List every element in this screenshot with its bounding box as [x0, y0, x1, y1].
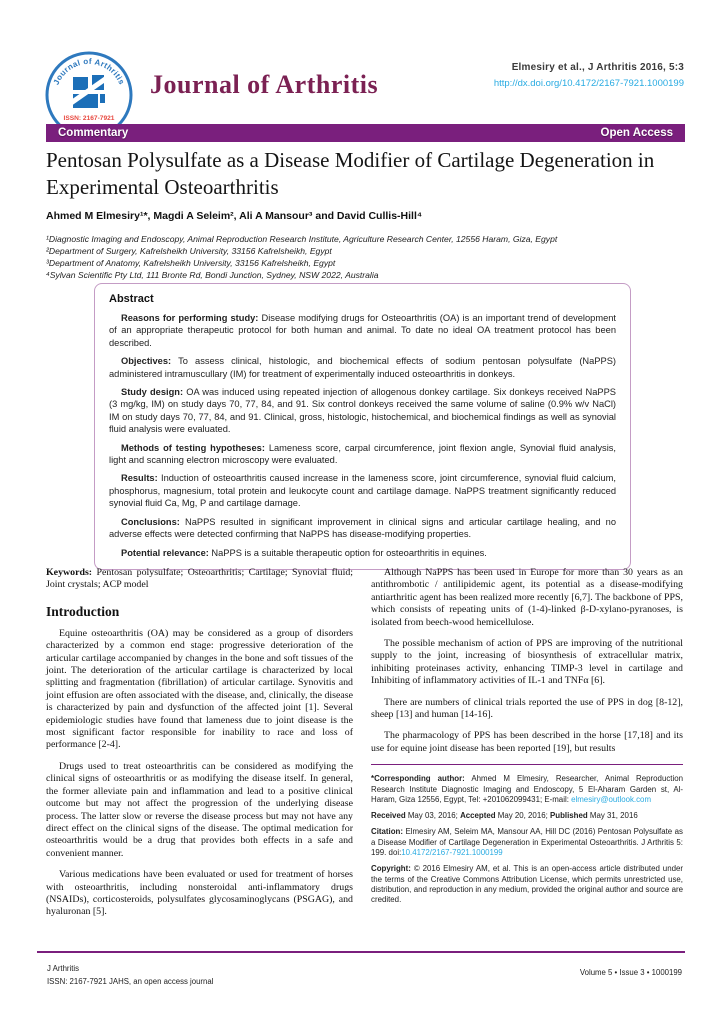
header-doi-link[interactable]: http://dx.doi.org/10.4172/2167-7921.1000199 [493, 78, 684, 89]
footer-divider [37, 951, 685, 953]
intro-paragraph-1: Equine osteoarthritis (OA) may be considered as a group of disorders characterized by a common end stage: progressive deterioration of the articular cartilage accompanied by changes in the bone and soft tissues of the joint. The deterioration of the articular cartilage is characterized by local splitting and fragmentation (fibrillation) of articular cartilage. Synovitis and joint effusion are often associated with the disease, and, clinically, the disease is characterized by pain and dysfunction of the affected joint [1]. Several epidemiologic studies have found that lameness due to joint disease is the most significant factor responsible for inability to race and loss of performance [2-4]. [46, 627, 353, 751]
affiliation-list [46, 233, 557, 281]
keywords-line: Keywords: Pentosan polysulfate; Osteoarthritis; Cartilage; Synovial fluid; Joint crystals; ACP model [46, 567, 353, 591]
affiliation-2: ²Department of Surgery, Kafrelsheikh University, 33156 Kafrelsheikh, Egypt [46, 246, 332, 256]
intro-paragraph-4: Although NaPPS has been used in Europe for more than 30 years as an antithrombotic / antilipidemic agent, its potential as a disease-modifying antiarthritic agent has been realized more recently [6,7]. The backbone of PPS, which consists of repeating units of (1-4)-linked β-D-xylano-pyranoses, is isolated from beech-wood hemicellulose. [371, 567, 683, 628]
abstract-section-reasons: Reasons for performing study: Disease modifying drugs for Osteoarthritis (OA) is an important trend of development of an appropriate therapeutic protocol for both human and animal. To date no ideal OA treatment protocol has been described. [109, 313, 617, 348]
intro-paragraph-6: There are numbers of clinical trials reported the use of PPS in dog [8-12], sheep [13] and human [14-16]. [371, 696, 683, 721]
footer-journal-info [47, 962, 213, 988]
logo-ring-text: Journal of Arthritis [51, 56, 127, 87]
intro-paragraph-2: Drugs used to treat osteoarthritis can be considered as modifying the clinical signs of osteoarthritis or as modifying the disease itself. In general, the former alleviate pain and inflammation and lead to a positive clinical outcome but may not affect the progression of the underlying disease process. The latter slow or reverse the disease process but may not have any direct effect on the clinical signs of the disease. The optimal medication for osteoarthritis would be a drug that provides both effects in a safe and convenient manner. [46, 760, 353, 859]
footer-issue-info: Volume 5 • Issue 3 • 1000199 [579, 968, 682, 977]
body-column-left [46, 567, 353, 928]
logo-issn-text: ISSN: 2167-7921 [63, 115, 115, 122]
intro-paragraph-3: Various medications have been evaluated or used for treatment of horses with osteoarthritis, including nonsteroidal anti-inflammatory drugs (NSAIDs), corticosteroids, polysulfates glycosaminoglycans (PSGAG), and hyaluronan [5]. [46, 869, 353, 918]
footnote-divider [371, 764, 683, 765]
dates-note: Received May 03, 2016; Accepted May 20, 2016; Published May 31, 2016 [371, 811, 638, 821]
journal-name: Journal of Arthritis [150, 70, 379, 99]
footer-issn-line: ISSN: 2167-7921 JAHS, an open access journal [47, 977, 214, 986]
footnote-block [371, 774, 683, 905]
author-line: Ahmed M Elmesiry¹*, Magdi A Seleim², Ali A Mansour³ and David Cullis-Hill⁴ [46, 210, 423, 222]
open-access-label: Open Access [600, 127, 673, 139]
affiliation-4: ⁴Sylvan Scientific Pty Ltd, 111 Bronte Rd, Bondi Junction, Sydney, NSW 2022, Australia [46, 270, 379, 280]
body-column-right [371, 567, 683, 912]
abstract-section-relevance: Potential relevance: NaPPS is a suitable therapeutic option for osteoarthritis in equines. [121, 547, 487, 558]
article-title: Pentosan Polysulfate as a Disease Modifier of Cartilage Degeneration in Experimental Osteoarthritis [46, 148, 655, 199]
abstract-section-methods: Methods of testing hypotheses: Lameness score, carpal circumference, joint flexion angle, Synovial fluid analysis, light and scanning electron microscopy were evaluated. [109, 442, 616, 466]
abstract-box [94, 283, 631, 570]
introduction-heading: Introduction [46, 603, 120, 619]
corresponding-author-note: *Corresponding author: Ahmed M Elmesiry, Researcher, Animal Reproduction Research Institute Diagnostic Imaging and Endoscopy, 5 El-Aharam Garden st, Al-Haram, Giza 12556, Egypt, Tel: +201062099431; E-mail: elmesiry@outlook.com [371, 774, 683, 804]
corresponding-email-link[interactable]: elmesiry@outlook.com [571, 794, 652, 804]
article-type-label: Commentary [58, 127, 129, 139]
abstract-heading: Abstract [109, 293, 154, 305]
intro-paragraph-7: The pharmacology of PPS has been described in the horse [17,18] and its use for equine joint disease has been reported [19], but results [371, 730, 683, 754]
citation-note: Citation: Elmesiry AM, Seleim MA, Mansour AA, Hill DC (2016) Pentosan Polysulfate as a Disease Modifier of Cartilage Degeneration in Experimental Osteoarthritis. J Arthritis 5: 199. doi:10.4172/2167-7921.1000199 [371, 827, 683, 858]
abstract-section-objectives: Objectives: To assess clinical, histologic, and biochemical effects of sodium pentosan polysulfate (NaPPS) administered intramuscullary (IM) for treatment of experimentally induced osteoarthritis in donkeys. [109, 356, 616, 379]
affiliation-3: ³Department of Anatomy, Kafrelsheikh University, 33156 Kafrelsheikh, Egypt [46, 258, 336, 268]
header-citation-line: Elmesiry et al., J Arthritis 2016, 5:3 [511, 62, 684, 73]
footer-journal-short: J Arthritis [47, 964, 80, 973]
header-meta [494, 62, 684, 89]
intro-paragraph-5: The possible mechanism of action of PPS are improving of the nutritional supply to the joint, increasing of biosynthesis of extracellular matrix, inhibiting proteinases activity, enhancing TIMP-3 level in cartilage and Inhibiting of inflammatory activities of IL-1 and TNFα [6]. [371, 638, 683, 687]
affiliation-1: ¹Diagnostic Imaging and Endoscopy, Animal Reproduction Research Institute, Agriculture Research Center, 12556 Haram, Giza, Egypt [46, 234, 558, 244]
abstract-section-conclusions: Conclusions: NaPPS resulted in significant improvement in clinical signs and articular cartilage healing, and no adverse effects were detected confirming that NaPPS has disease-modifying properties. [109, 516, 616, 540]
article-type-bar [46, 124, 685, 142]
abstract-section-study-design: Study design: OA was induced using repeated injection of allogenous donkey cartilage. Six donkeys received NaPPS (3 mg/kg, IM) on study days 70, 77, 84, and 91. Six control donkeys received the same volume of saline (0.9% w/v NaCl) IM on study days 70, 77, 84, and 91. Clinical, gross, histologic, histochemical, and biochemical findings as well as synovial fluid analysis were evaluated. [109, 387, 616, 435]
copyright-note: Copyright: © 2016 Elmesiry AM, et al. This is an open-access article distributed under the terms of the Creative Commons Attribution License, which permits unrestricted use, distribution, and reproduction in any medium, provided the original author and source are credited. [371, 864, 683, 905]
citation-doi-link[interactable]: 10.4172/2167-7921.1000199 [401, 848, 503, 858]
abstract-section-results: Results: Induction of osteoarthritis caused increase in the lameness score, joint circumference, synovial fluid calcium, phosphorus, magnesium, total protein and leukocyte count and cartilage damage. NaPPS treatment significantly reduced synovial fluid Ca, Mg, P and cartilage damage. [109, 473, 616, 509]
